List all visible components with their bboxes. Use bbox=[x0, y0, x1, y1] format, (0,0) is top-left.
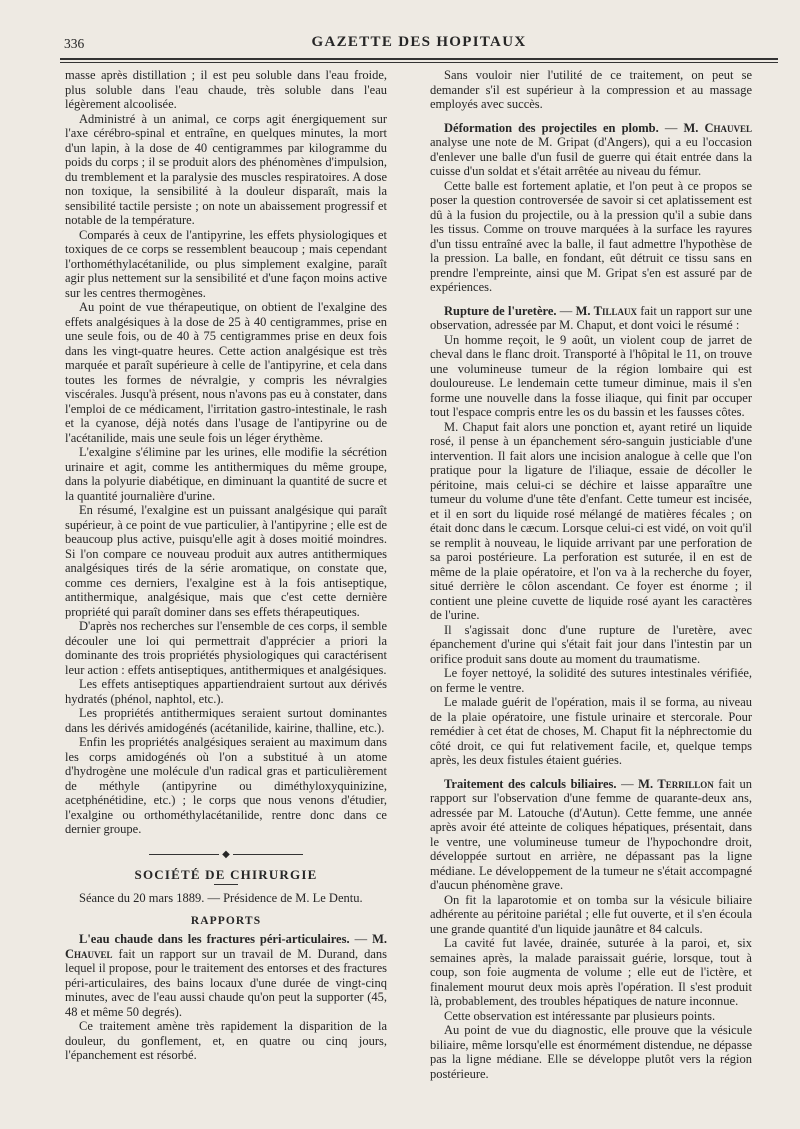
right-column bbox=[430, 68, 752, 1118]
paragraph: En résumé, l'exalgine est un puissant analgésique qui paraît supérieur, à ce point de vue particulier, à l'antipyrine ; elle est de beaucoup plus active, puisqu'elle agit à doses moitié moindres. Si l'on compare ce nouveau produit aux autres antithermiques analgésiques tirés de la série aromatique, on constate que, comme ces derniers, l'exalgine est à la fois antiseptique, antithermique, analgésique, mais que c'est cette dernière propriété qui paraît dominer dans ses effets thérapeutiques. bbox=[65, 503, 387, 619]
section-title: SOCIÉTÉ DE CHIRURGIE bbox=[134, 866, 318, 882]
left-column bbox=[65, 68, 387, 1118]
paragraph: Les effets antiseptiques appartiendraient surtout aux dérivés hydratés (phénol, naphtol, etc.). bbox=[65, 677, 387, 706]
paragraph: Enfin les propriétés analgésiques seraient au maximum dans les corps amidogénés où l'on a substitué à un atome d'hydrogène une molécule d'un radical gras et particulièrement de méthyle (antipyrine ou diméthyloxyquinizine, acetphénétidine, etc.) ; le corps que nous venons d'étudier, l'exalgine ou orthométhylacétanilide, rentre donc dans ce dernier groupe. bbox=[65, 735, 387, 836]
article-lead: Traitement des calculs biliaires. bbox=[444, 776, 617, 791]
article-lead: Rupture de l'uretère. bbox=[444, 303, 557, 318]
article-author: M. Chauvel bbox=[65, 932, 387, 961]
article-ureter: Rupture de l'uretère. — M. Tillaux fait un rapport sur une observation, adressée par M. Chaput, et dont voici le résumé : bbox=[430, 303, 752, 332]
article-author: M. Tillaux bbox=[575, 303, 637, 318]
paragraph: Le malade guérit de l'opération, mais il se forma, au niveau de la plaie opératoire, une fistule urinaire et stercorale. Pour remédier à cet état de choses, M. Chaput fit la néphrectomie du côté droit, ce qui fut relativement facile, et, quelque temps après, les deux fistules étaient guéries. bbox=[430, 695, 752, 767]
paragraph: D'après nos recherches sur l'ensemble de ces corps, il semble découler une loi qui permettrait d'apprécier a priori la dominante des trois propriétés physiologiques qui caractérisent leur action : effets antiseptiques, antithermiques et analgésiques. bbox=[65, 619, 387, 677]
paragraph: Administré à un animal, ce corps agit énergiquement sur l'axe cérébro-spinal et entraîne, en quelques minutes, la mort d'un lapin, à la dose de 40 centigrammes par kilogramme du poids du corps ; il se produit alors des phénomènes d'impulsion, du tremblement et la paralysie des muscles respiratoires. A dose non toxique, la sensibilité à la douleur disparaît, mais la sensibilité tactile persiste ; on note un abaissement progressif et notable de la température. bbox=[65, 111, 387, 227]
rapports-heading: RAPPORTS bbox=[190, 914, 262, 927]
paragraph: M. Chaput fait alors une ponction et, ayant retiré un liquide rosé, il pense à un épanchement séro-sanguin justiciable d'une intervention. Il fait alors une incision analogue à celle que l'on pratique pour la ligature de l'iliaque, essaie de décoller le péritoine, mais celui-ci se déchire et laisse apparaître une tumeur du volume d'une tête d'enfant. Cette tumeur est incisée, et il en sort du liquide rosé mélangé de matières fécales ; on était donc dans le cæcum. Lorsque celui-ci est vidé, on voit qu'il se remplit à nouveau, le liquide arrivant par une perforation de sa paroi postérieure. La perforation est suturée, il en est de même de la plaie opératoire, et l'on va à la recherche du foyer, situé derrière le côlon ascendant. Ce foyer est énorme ; il contient une pleine cuvette de liquide rosé ayant les caractères de l'urine. bbox=[430, 419, 752, 622]
paragraph: Cette observation est intéressante par plusieurs points. bbox=[444, 1008, 716, 1023]
paragraph: Il s'agissait donc d'une rupture de l'uretère, avec épanchement d'urine qui s'était fait jour dans l'intestin par un orifice produit sans doute au moment du traumatisme. bbox=[430, 622, 752, 666]
article-author: M. Terrillon bbox=[638, 776, 714, 791]
paragraph: On fit la laparotomie et on tomba sur la vésicule biliaire adhérente au péritoine pariétal ; elle fut ouverte, et il s'en écoula une grande quantité d'un liquide jaunâtre et 84 calculs. bbox=[430, 892, 752, 936]
paragraph: Au point de vue du diagnostic, elle prouve que la vésicule biliaire, même lorsqu'elle est énormément distendue, ne dépasse pas la ligne médiane. Elle se développe plutôt vers la région postérieure. bbox=[430, 1023, 752, 1081]
section-divider: ◆ bbox=[65, 849, 387, 860]
article-author: M. Chauvel bbox=[683, 120, 752, 135]
paragraph: Sans vouloir nier l'utilité de ce traitement, on peut se demander s'il est supérieur à la compression et au massage employés avec succès. bbox=[430, 68, 752, 111]
paragraph: La cavité fut lavée, drainée, suturée à la paroi, et, six semaines après, la malade paraissait guérie, lorsque, tout à coup, son foie augmenta de volume ; elle eut de l'ictère, et finalement mourut deux mois après l'opération. Il s'est produit là, probablement, des troubles hépatiques de nature inconnue. bbox=[430, 936, 752, 1008]
title-underline bbox=[214, 884, 238, 885]
paragraph: Le foyer nettoyé, la solidité des sutures intestinales vérifiée, on ferme le ventre. bbox=[430, 666, 752, 695]
header-rule-thick bbox=[60, 58, 778, 60]
paragraph: Ce traitement amène très rapidement la disparition de la douleur, du gonflement, et, en quatre ou cinq jours, l'épanchement est résorbé. bbox=[65, 1019, 387, 1062]
page-number: 336 bbox=[64, 36, 85, 51]
running-title: GAZETTE DES HOPITAUX bbox=[311, 34, 527, 50]
paragraph: Les propriétés antithermiques seraient surtout dominantes dans les dérivés amidogénés (acétanilide, kairine, thalline, etc.). bbox=[65, 706, 387, 735]
paragraph: Au point de vue thérapeutique, on obtient de l'exalgine des effets analgésiques à la dose de 25 à 40 centigrammes, prise en une seule fois, ou de 40 à 75 centigrammes prise en deux fois dans les vingt-quatre heures. Cette action analgésique est très marquée et paraît supérieure à celle de l'antipyrine, et cela dans toutes les formes de névralgie, y compris les névralgies viscérales. Jusqu'à présent, nous n'avons pas eu à constater, dans l'emploi de ce médicament, l'irritation gastro-intestinale, le rash et la cyanose, déjà notés dans l'usage de l'antipyrine ou de l'acétanilide, mais une seule fois un léger érythème. bbox=[65, 300, 387, 445]
article-projectiles: Déformation des projectiles en plomb. — M. Chauvel analyse une note de M. Gripat (d'Angers), qui a eu l'occasion d'enlever une balle d'un fusil de guerre qui était entrée dans la cuisse d'un soldat et s'était arrêtée au niveau du fémur. bbox=[430, 120, 752, 178]
page-header bbox=[60, 20, 778, 64]
paragraph: Comparés à ceux de l'antipyrine, les effets physiologiques et toxiques de ce corps se ressemblent beaucoup ; mais cependant l'orthométhylacétanilide, ou plus simplement exalgine, paraît agir plus nettement sur la sensibilité et d'une façon moins active sur les centres thermogènes. bbox=[65, 227, 387, 300]
article-lead: Déformation des projectiles en plomb. bbox=[444, 120, 659, 135]
article-biliary: Traitement des calculs biliaires. — M. Terrillon fait un rapport sur l'observation d'une femme de quarante-deux ans, adressée par M. Latouche (d'Autun). Cette femme, une année après avoir été atteinte de coliques hépatiques, présentait, dans le ventre, une volumineuse tumeur de l'hypochondre droit, développée surtout en arrière, ne dépassant pas la ligne médiane. Le développement de la tumeur ne s'était accompagné d'aucun phénomène grave. bbox=[430, 776, 752, 892]
paragraph: Un homme reçoit, le 9 août, un violent coup de jarret de cheval dans le flanc droit. Transporté à l'hôpital le 11, on trouve une volumineuse tumeur de la région lombaire qui est douloureuse. Le lendemain cette tumeur diminue, mais il s'en forme une nouvelle dans la fosse iliaque, qui finit par occuper tout l'espace compris entre les os du bassin et les fausses côtes. bbox=[430, 332, 752, 419]
paragraph: masse après distillation ; il est peu soluble dans l'eau froide, plus soluble dans l'eau chaude, très soluble dans l'eau légèrement alcoolisée. bbox=[65, 68, 387, 111]
session-line: Séance du 20 mars 1889. — Présidence de M. Le Dentu. bbox=[79, 891, 363, 905]
article-water-fractures: L'eau chaude dans les fractures péri-articulaires. — M. Chauvel fait un rapport sur un travail de M. Durand, dans lequel il propose, pour le traitement des entorses et des fractures péri-articulaires, des bains locaux d'une durée de vingt-cinq minutes, avec de l'eau aussi chaude qu'on peut la supporter (45, 48 et même 50 degrés). bbox=[65, 932, 387, 1019]
article-lead: L'eau chaude dans les fractures péri-articulaires. bbox=[79, 932, 350, 946]
header-rule-thin bbox=[60, 62, 778, 63]
paragraph: Cette balle est fortement aplatie, et l'on peut à ce propos se poser la question controversée de savoir si cet aplatissement est dû à la fusion du projectile, ou à la pression qu'il a subie dans les tissus. Comme on trouve marquées à la surface les rayures d'un tissu entraîné avec la balle, il faut admettre l'hypothèse de la pression. La balle, en fondant, eût détruit ce tissu sans en prendre l'empreinte, ainsi que M. Gripat s'en est assuré par de expériences. bbox=[430, 178, 752, 294]
paragraph: L'exalgine s'élimine par les urines, elle modifie la sécrétion urinaire et agit, comme les antithermiques du même groupe, dans la polyurie diabétique, en diminuant la quantité de sucre et la quantité journalière d'urine. bbox=[65, 445, 387, 503]
